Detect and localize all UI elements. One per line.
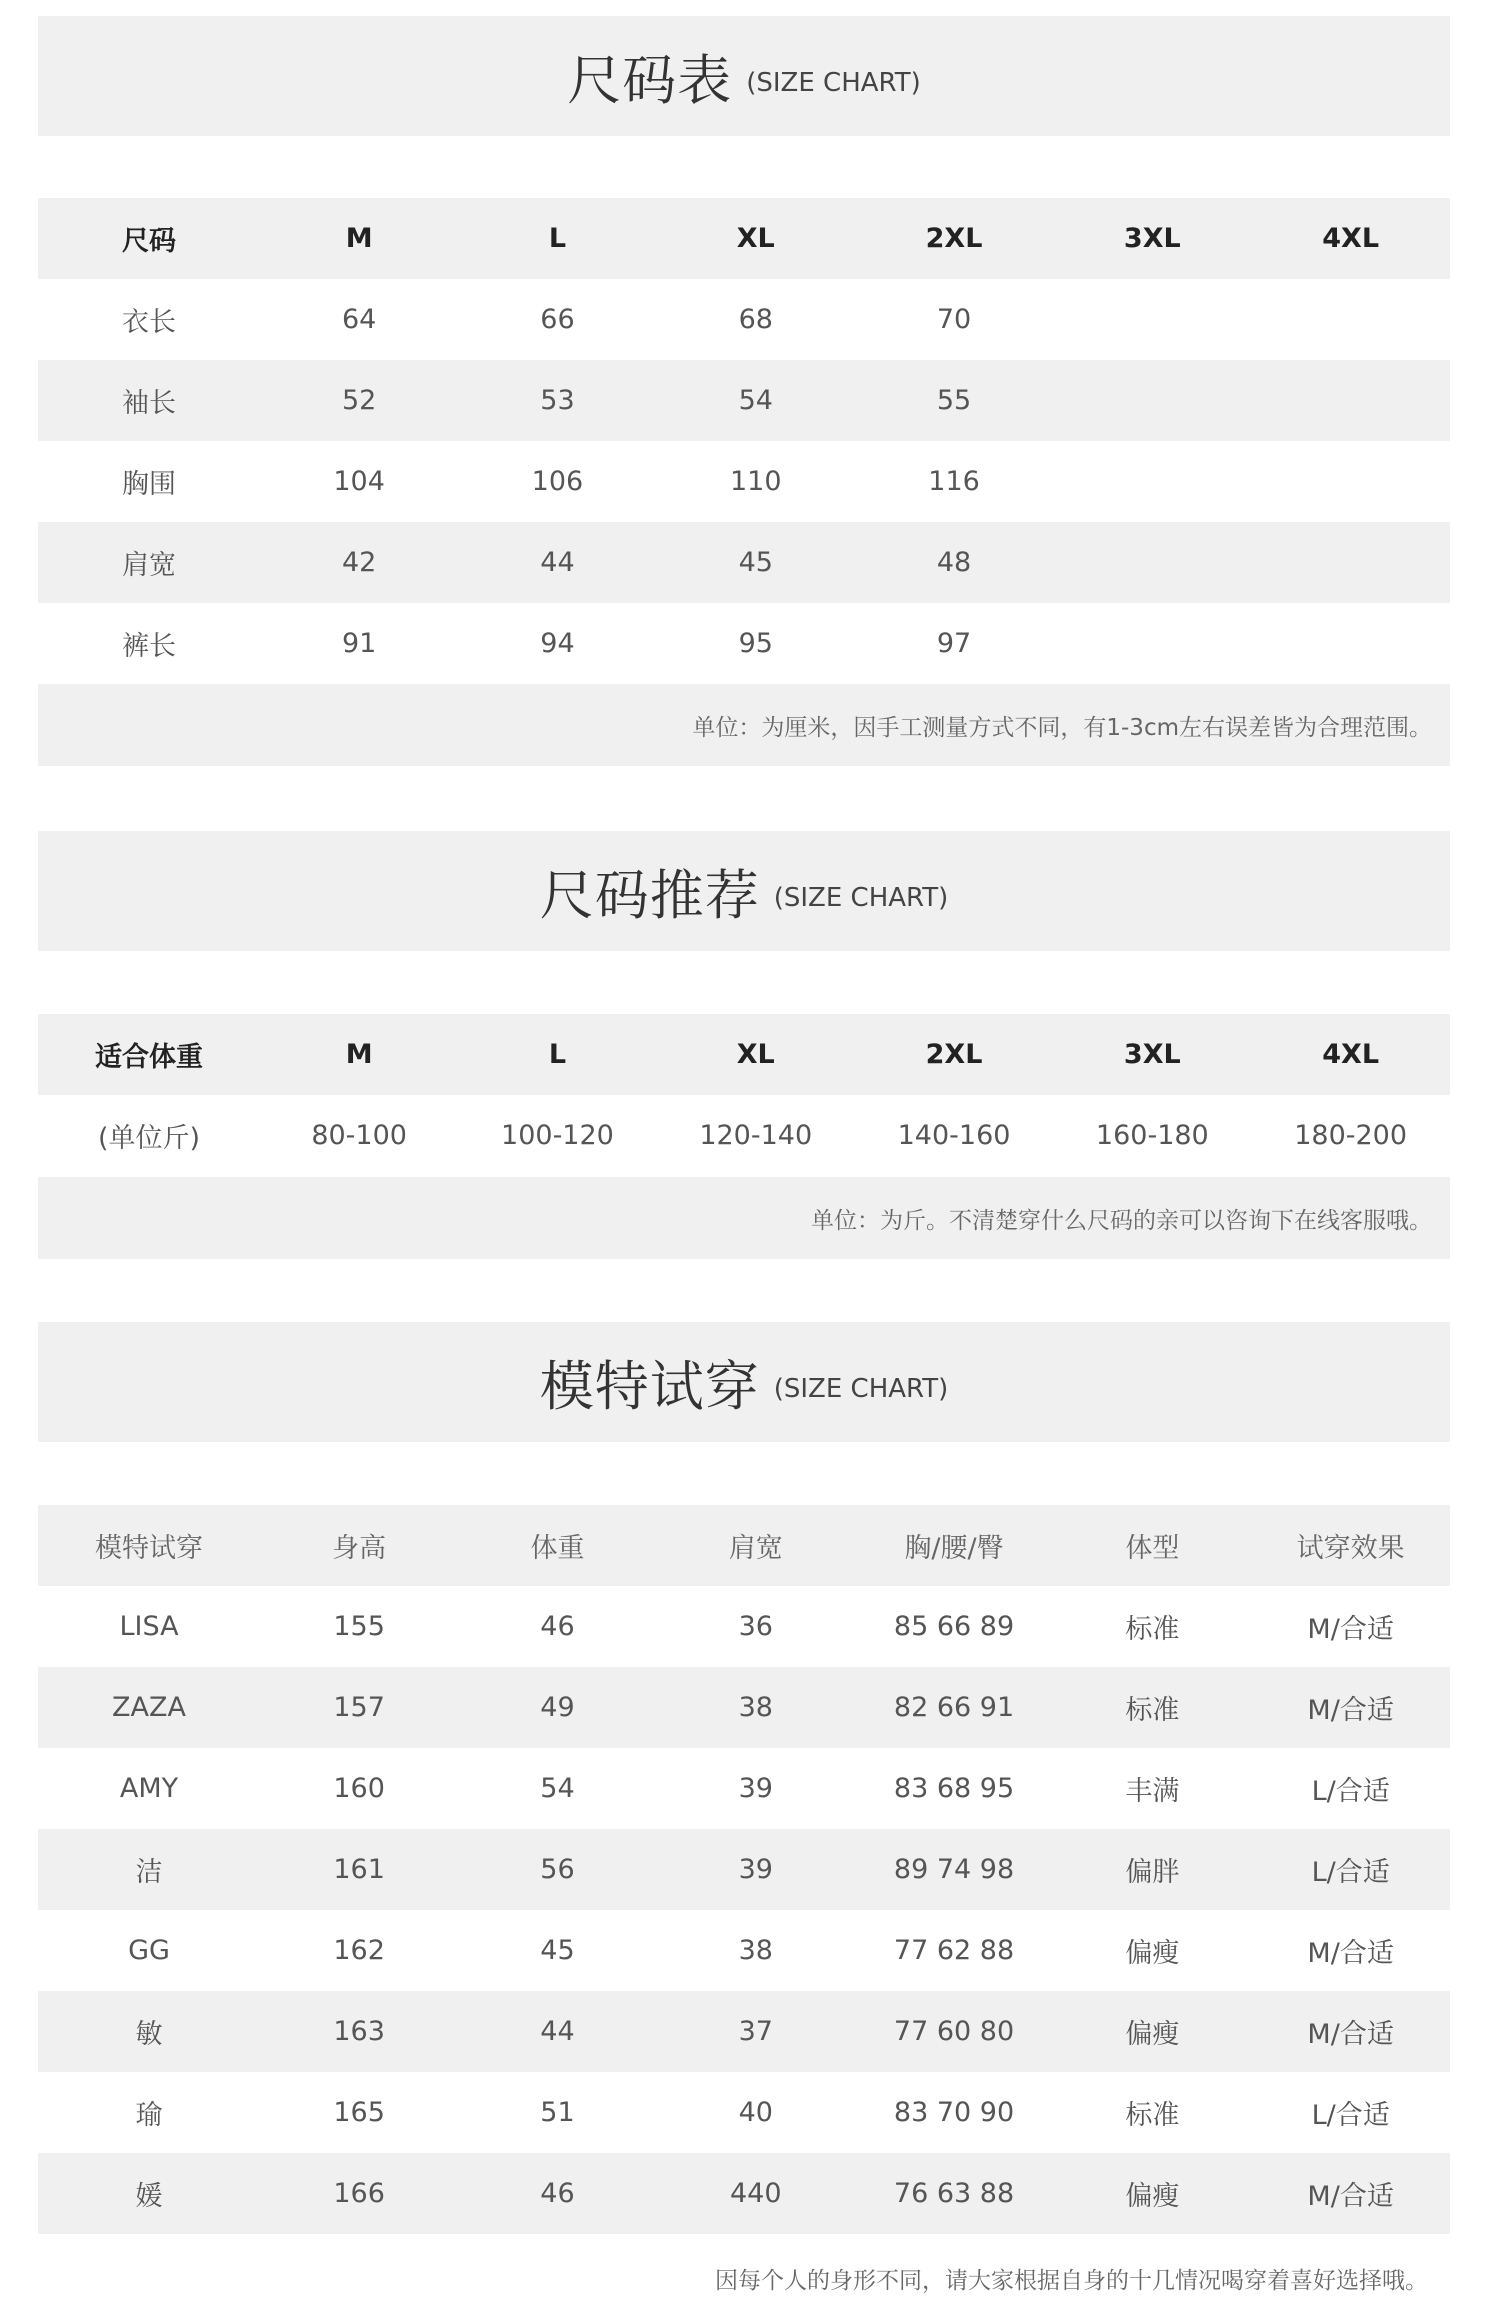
table-cell: 54 [540,1773,575,1804]
table-cell: 偏胖 [1125,1857,1180,1888]
table-row [38,360,1450,441]
model-name: GG [128,1935,170,1966]
row-label: 肩宽 [122,550,176,581]
table-row [38,1991,1450,2072]
header-cell: 试穿效果 [1296,1533,1405,1564]
recommend-note: 单位：为斤。不清楚穿什么尺码的亲可以咨询下在线客服哦。 [811,1207,1432,1234]
table-row [38,2072,1450,2153]
table-cell: 100-120 [501,1120,614,1151]
header-cell: XL [736,1039,775,1070]
header-cell: M [345,1039,373,1070]
header-cell: 体型 [1125,1533,1180,1564]
size-chart-table [38,198,1450,684]
row-label: 袖长 [122,388,176,419]
header-cell: 适合体重 [95,1042,203,1073]
table-cell: 46 [540,1611,575,1642]
table-cell: 76 63 88 [893,2178,1015,2209]
recommend-title-band [38,831,1450,951]
table-cell: M/合适 [1307,2019,1394,2050]
row-label: (单位斤) [97,1123,201,1154]
size-chart-note-band [38,684,1450,766]
header-cell: 4XL [1322,1039,1380,1070]
recommend-subtitle: (SIZE CHART) [773,883,949,913]
table-cell: 77 60 80 [893,2016,1015,2047]
table-cell: 106 [531,466,584,497]
row-label: 胸围 [122,469,176,500]
table-cell: 83 70 90 [893,2097,1015,2128]
table-cell: 标准 [1125,1614,1180,1645]
table-row [38,1667,1450,1748]
table-cell: 94 [540,628,575,659]
table-cell: 85 66 89 [893,1611,1015,1642]
header-cell: M [345,223,373,254]
header-cell: 模特试穿 [95,1533,203,1564]
table-cell: 70 [936,304,972,335]
table-cell: L/合适 [1311,1857,1390,1888]
table-cell: 66 [540,304,575,335]
size-chart-subtitle: (SIZE CHART) [746,68,921,98]
table-cell: 偏瘦 [1125,1938,1180,1969]
header-cell: 体重 [530,1533,585,1564]
table-cell: 49 [540,1692,575,1723]
header-cell: L [548,1039,567,1070]
table-cell: 89 74 98 [893,1854,1015,1885]
table-cell: 95 [738,628,773,659]
header-cell: XL [736,223,775,254]
model-name: LISA [119,1611,179,1642]
table-cell: 157 [333,1692,385,1723]
table-cell: 160-180 [1095,1120,1209,1151]
table-cell: 166 [333,2178,385,2209]
table-cell: 140-160 [897,1120,1011,1151]
model-name: ZAZA [112,1692,186,1723]
size-chart-title-band [38,16,1450,136]
table-row [38,441,1450,522]
table-cell: 83 68 95 [893,1773,1015,1804]
table-cell: M/合适 [1307,1614,1394,1645]
table-cell: M/合适 [1307,1938,1394,1969]
table-cell: 偏瘦 [1125,2181,1180,2212]
table-cell: 39 [738,1854,773,1885]
table-cell: 52 [341,385,377,416]
table-cell: 37 [738,2016,773,2047]
table-cell: 偏瘦 [1125,2019,1180,2050]
table-cell: 40 [738,2097,773,2128]
model-name: 媛 [135,2181,163,2212]
table-cell: 165 [333,2097,385,2128]
header-cell: 肩宽 [728,1533,783,1564]
header-cell: 2XL [925,223,983,254]
table-row [38,603,1450,684]
table-row [38,1910,1450,1991]
table-cell: 53 [540,385,575,416]
model-name: AMY [119,1773,179,1804]
table-cell: 38 [738,1935,773,1966]
table-cell: 110 [729,466,782,497]
table-cell: 120-140 [699,1120,813,1151]
table-row [38,1095,1450,1176]
table-cell: 56 [540,1854,575,1885]
size-chart-header-row [38,198,1450,279]
table-cell: 44 [540,547,575,578]
table-cell: 51 [540,2097,575,2128]
models-title-band [38,1322,1450,1442]
table-cell: 64 [341,304,377,335]
table-cell: 116 [928,466,980,497]
table-cell: 160 [333,1773,385,1804]
row-label: 裤长 [122,631,176,662]
table-cell: 36 [738,1611,773,1642]
size-chart-note: 单位：为厘米，因手工测量方式不同，有1-3cm左右误差皆为合理范围。 [692,714,1432,741]
table-cell: 82 66 91 [893,1692,1015,1723]
table-cell: 161 [333,1854,385,1885]
models-subtitle: (SIZE CHART) [773,1374,949,1404]
table-cell: 45 [738,547,773,578]
table-cell: 39 [738,1773,773,1804]
table-row [38,1586,1450,1667]
table-cell: L/合适 [1311,1776,1390,1807]
header-cell: 尺码 [122,226,176,257]
table-cell: 155 [333,1611,385,1642]
table-cell: M/合适 [1307,2181,1394,2212]
table-row [38,522,1450,603]
size-chart-title: 尺码表 [567,48,733,112]
table-cell: 104 [333,466,385,497]
recommend-table [38,1014,1450,1176]
models-title: 模特试穿 [539,1354,760,1418]
table-cell: 48 [936,547,972,578]
table-row [38,1829,1450,1910]
header-cell: 胸/腰/臀 [904,1533,1004,1564]
models-table [38,1505,1450,2234]
table-cell: 163 [333,2016,385,2047]
table-cell: 42 [341,547,377,578]
recommend-title: 尺码推荐 [539,863,760,927]
header-cell: 身高 [332,1533,387,1564]
table-cell: 97 [936,628,972,659]
header-cell: 2XL [925,1039,983,1070]
model-name: 敏 [135,2019,163,2050]
header-cell: 4XL [1322,223,1380,254]
models-header-row [38,1505,1450,1586]
models-footnote: 因每个人的身形不同，请大家根据自身的十几情况喝穿着喜好选择哦。 [715,2268,1428,2294]
recommend-note-band [38,1177,1450,1259]
table-cell: 54 [738,385,773,416]
table-row [38,1748,1450,1829]
header-cell: 3XL [1123,1039,1181,1070]
table-cell: 162 [333,1935,385,1966]
table-cell: 丰满 [1125,1776,1180,1807]
header-cell: L [548,223,567,254]
header-cell: 3XL [1123,223,1181,254]
model-name: 瑜 [135,2100,163,2131]
table-cell: 91 [341,628,377,659]
table-cell: 44 [540,2016,575,2047]
table-cell: 440 [729,2178,782,2209]
table-cell: 45 [540,1935,575,1966]
model-name: 洁 [135,1857,163,1888]
table-cell: 46 [540,2178,575,2209]
table-cell: 68 [738,304,773,335]
table-row [38,2153,1450,2234]
row-label: 衣长 [122,307,176,338]
table-cell: 180-200 [1294,1120,1408,1151]
table-cell: 38 [738,1692,773,1723]
recommend-header-row [38,1014,1450,1095]
table-cell: 标准 [1125,1695,1180,1726]
table-cell: 80-100 [311,1120,407,1151]
table-cell: 55 [936,385,972,416]
table-cell: M/合适 [1307,1695,1394,1726]
table-row [38,279,1450,360]
table-cell: L/合适 [1311,2100,1390,2131]
table-cell: 77 62 88 [893,1935,1015,1966]
table-cell: 标准 [1125,2100,1180,2131]
